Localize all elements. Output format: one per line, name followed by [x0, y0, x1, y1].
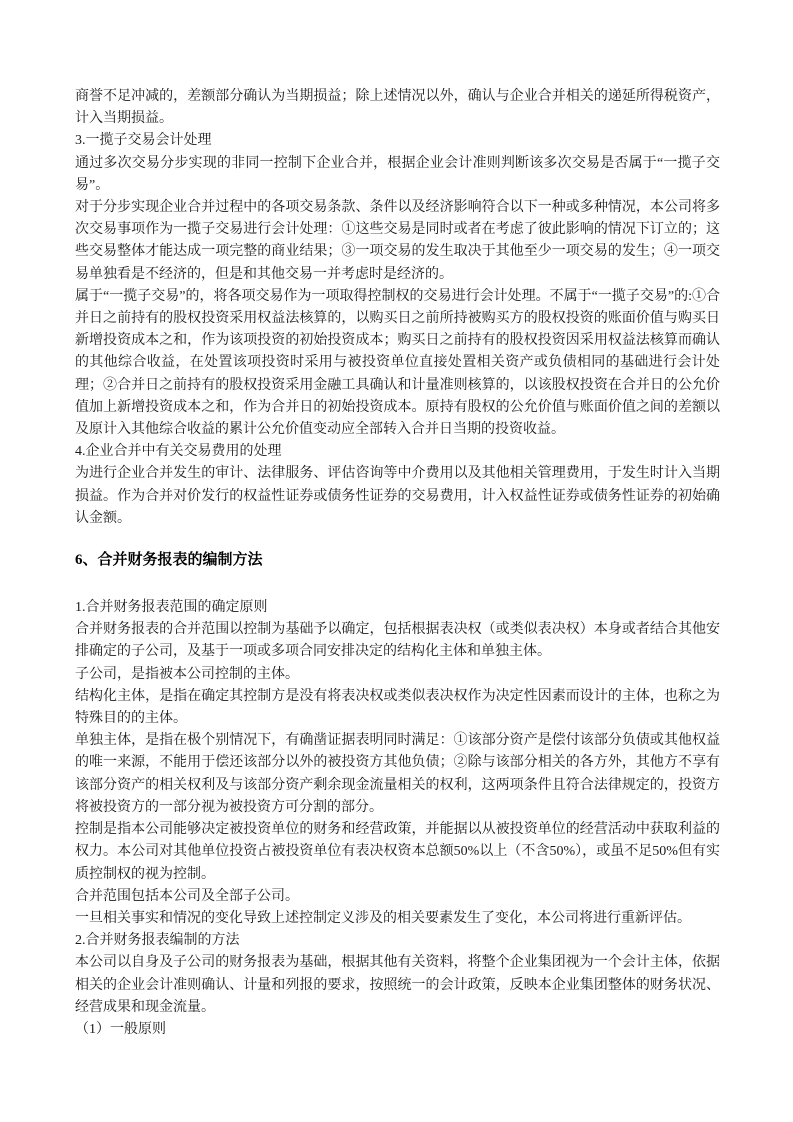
paragraph-control-definition: 控制是指本公司能够决定被投资单位的财务和经营政策，并能据以从被投资单位的经营活动中获取利益的权力。本公司对其他单位投资占被投资单位有表决权资本总额50%以上（不含50%），或虽不足50%但有实质控制权的视为控制。 [75, 822, 720, 882]
paragraph-structured-entity-definition: 结构化主体，是指在确定其控制方是没有将表决权或类似表决权作为决定性因素而设计的主体，也称之为特殊目的的主体。 [75, 688, 720, 727]
subsection-title-package-deal: 3.一揽子交易会计处理 [75, 133, 212, 149]
paragraph-scope-includes: 合并范围包括本公司及全部子公司。 [75, 888, 299, 904]
paragraph-separate-entity-definition: 单独主体，是指在极个别情况下，有确凿证据表明同时满足：①该部分资产是偿付该部分负债或其他权益的唯一来源，不能用于偿还该部分以外的被投资方其他负债；②除与该部分相关的各方外，其他方不享有该部分资产的相关权利及与该部分资产剩余现金流量相关的权利，这两项条件且符合法律规定的，投资方将被投资方的一部分视为被投资方可分割的部分。 [75, 733, 720, 815]
subsection-title-consolidation-scope: 1.合并财务报表范围的确定原则 [75, 600, 268, 616]
paragraph-scope-principle: 合并财务报表的合并范围以控制为基础予以确定，包括根据表决权（或类似表决权）本身或者结合其他安排确定的子公司，及基于一项或多项合同安排决定的结构化主体和单独主体。 [75, 622, 720, 660]
subsection-title-consolidation-method: 2.合并财务报表编制的方法 [75, 933, 240, 949]
paragraph-subsidiary-definition: 子公司，是指被本公司控制的主体。 [75, 666, 299, 682]
paragraph-package-deal-criteria: 对于分步实现企业合并过程中的各项交易条款、条件以及经济影响符合以下一种或多种情况，本公司将多次交易事项作为一揽子交易进行会计处理：①这些交易是同时或者在考虑了彼此影响的情况下订立的；这些交易整体才能达成一项完整的商业结果；③一项交易的发生取决于其他至少一项交易的发生；④一项交易单独看是不经济的，但是和其他交易一并考虑时是经济的。 [75, 200, 720, 282]
paragraph-step-acquisition: 通过多次交易分步实现的非同一控制下企业合并，根据企业会计准则判断该多次交易是否属于“一揽子交易”。 [75, 155, 720, 193]
subsection-title-transaction-costs: 4.企业合并中有关交易费用的处理 [75, 444, 282, 460]
section-heading-consolidated-statements: 6、合并财务报表的编制方法 [75, 552, 263, 569]
subsection-title-general-principle: （1）一般原则 [75, 1021, 166, 1037]
paragraph-consolidation-method: 本公司以自身及子公司的财务报表为基础，根据其他有关资料，将整个企业集团视为一个会计主体，依据相关的企业会计准则确认、计量和列报的要求，按照统一的会计政策，反映本企业集团整体的财务状况、经营成果和现金流量。 [75, 955, 720, 1015]
paragraph-transaction-costs: 为进行企业合并发生的审计、法律服务、评估咨询等中介费用以及其他相关管理费用，于发生时计入当期损益。作为合并对价发行的权益性证券或债务性证券的交易费用，计入权益性证券或债务性证券的初始确认金额。 [75, 466, 720, 526]
paragraph-reassessment: 一旦相关事实和情况的变化导致上述控制定义涉及的相关要素发生了变化，本公司将进行重新评估。 [75, 910, 691, 926]
paragraph-goodwill-offset: 商誉不足冲减的，差额部分确认为当期损益；除上述情况以外，确认与企业合并相关的递延所得税资产，计入当期损益。 [75, 89, 720, 127]
paragraph-package-deal-treatment: 属于“一揽子交易”的，将各项交易作为一项取得控制权的交易进行会计处理。不属于“一揽子交易”的:①合并日之前持有的股权投资采用权益法核算的，以购买日之前所持被购买方的股权投资的账面价值与购买日新增投资成本之和，作为该项投资的初始投资成本；购买日之前持有的股权投资因采用权益法核算而确认的其他综合收益，在处置该项投资时采用与被投资单位直接处置相关资产或负债相同的基础进行会计处理；②合并日之前持有的股权投资采用金融工具确认和计量准则核算的，以该股权投资在合并日的公允价值加上新增投资成本之和，作为合并日的初始投资成本。原持有股权的公允价值与账面价值之间的差额以及原计入其他综合收益的累计公允价值变动应全部转入合并日当期的投资收益。 [75, 288, 720, 438]
